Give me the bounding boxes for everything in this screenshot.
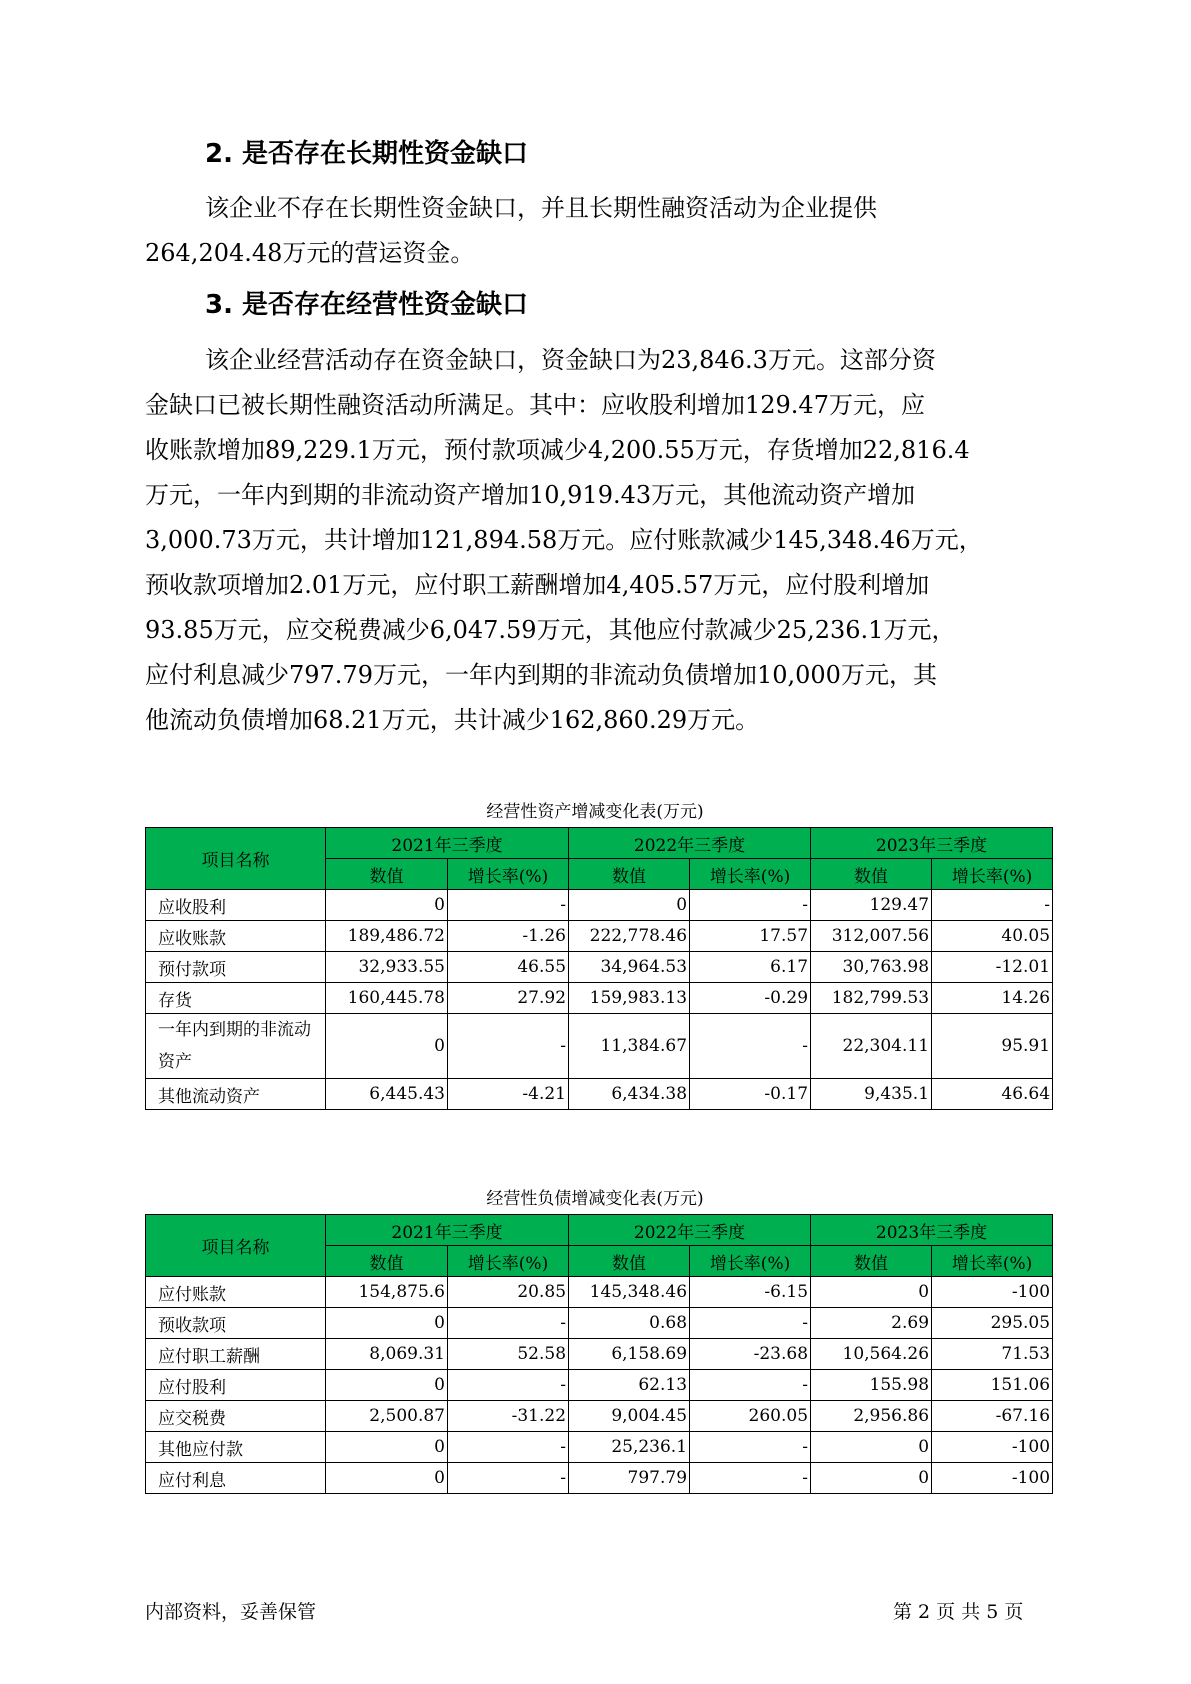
- header-period: 2022年三季度: [569, 1215, 811, 1246]
- cell-growth: -100: [932, 1432, 1053, 1463]
- row-name: 应收股利: [146, 890, 326, 921]
- table-row: [146, 952, 1053, 983]
- cell-growth: -: [448, 1014, 569, 1079]
- paragraph-line: 3,000.73万元，共计增加121,894.58万元。应付账款减少145,348.46万元，: [145, 526, 983, 554]
- cell-value: 8,069.31: [326, 1339, 448, 1370]
- cell-growth: 40.05: [932, 921, 1053, 952]
- section2-paragraph: [145, 186, 1045, 276]
- row-name: 预付款项: [146, 952, 326, 983]
- cell-growth: 151.06: [932, 1370, 1053, 1401]
- cell-value: 0: [326, 1308, 448, 1339]
- paragraph-line: 应付利息减少797.79万元，一年内到期的非流动负债增加10,000万元，其: [145, 661, 937, 689]
- cell-growth: -: [690, 1308, 811, 1339]
- cell-value: 0: [326, 890, 448, 921]
- paragraph-line: 万元，一年内到期的非流动资产增加10,919.43万元，其他流动资产增加: [145, 481, 916, 509]
- header-period: 2023年三季度: [811, 828, 1053, 859]
- header-period: 2021年三季度: [326, 1215, 569, 1246]
- cell-value: 11,384.67: [569, 1014, 690, 1079]
- cell-growth: 52.58: [448, 1339, 569, 1370]
- header-value: 数值: [811, 859, 932, 890]
- section3-heading: 3. 是否存在经营性资金缺口: [205, 290, 529, 320]
- cell-growth: -: [448, 1463, 569, 1494]
- cell-growth: -: [690, 1463, 811, 1494]
- cell-value: 30,763.98: [811, 952, 932, 983]
- header-growth: 增长率(%): [690, 1246, 811, 1277]
- header-item-name: 项目名称: [146, 1215, 326, 1277]
- cell-growth: 295.05: [932, 1308, 1053, 1339]
- paragraph-line: 他流动负债增加68.21万元，共计减少162,860.29万元。: [145, 706, 760, 734]
- cell-value: 189,486.72: [326, 921, 448, 952]
- table1-caption: 经营性资产增减变化表(万元): [486, 802, 704, 822]
- row-name: 应付股利: [146, 1370, 326, 1401]
- header-item-name: 项目名称: [146, 828, 326, 890]
- cell-growth: -: [690, 1370, 811, 1401]
- cell-growth: -12.01: [932, 952, 1053, 983]
- row-name: 应付职工薪酬: [146, 1339, 326, 1370]
- cell-growth: -23.68: [690, 1339, 811, 1370]
- header-period: 2023年三季度: [811, 1215, 1053, 1246]
- cell-growth: 46.55: [448, 952, 569, 983]
- cell-value: 6,158.69: [569, 1339, 690, 1370]
- cell-value: 154,875.6: [326, 1277, 448, 1308]
- header-growth: 增长率(%): [932, 1246, 1053, 1277]
- footer-confidential-note: 内部资料，妥善保管: [145, 1601, 317, 1623]
- cell-growth: 17.57: [690, 921, 811, 952]
- cell-value: 159,983.13: [569, 983, 690, 1014]
- table2-caption: 经营性负债增减变化表(万元): [486, 1189, 704, 1209]
- cell-value: 32,933.55: [326, 952, 448, 983]
- cell-value: 797.79: [569, 1463, 690, 1494]
- cell-value: 9,435.1: [811, 1079, 932, 1110]
- table-row: [146, 1079, 1053, 1110]
- cell-growth: 95.91: [932, 1014, 1053, 1079]
- cell-value: 0: [569, 890, 690, 921]
- table-row: [146, 1308, 1053, 1339]
- cell-value: 6,434.38: [569, 1079, 690, 1110]
- row-name: 存货: [146, 983, 326, 1014]
- table-row: [146, 1432, 1053, 1463]
- header-growth: 增长率(%): [932, 859, 1053, 890]
- footer-page-number: 第 2 页 共 5 页: [893, 1601, 1024, 1623]
- header-value: 数值: [326, 1246, 448, 1277]
- cell-value: 22,304.11: [811, 1014, 932, 1079]
- paragraph-line: 该企业经营活动存在资金缺口，资金缺口为23,846.3万元。这部分资: [205, 346, 936, 374]
- row-name: 应交税费: [146, 1401, 326, 1432]
- cell-growth: -: [690, 890, 811, 921]
- cell-growth: -: [448, 890, 569, 921]
- cell-value: 0: [811, 1277, 932, 1308]
- cell-growth: 20.85: [448, 1277, 569, 1308]
- row-name: 应付账款: [146, 1277, 326, 1308]
- cell-growth: -1.26: [448, 921, 569, 952]
- cell-growth: 260.05: [690, 1401, 811, 1432]
- cell-value: 2.69: [811, 1308, 932, 1339]
- paragraph-line: 金缺口已被长期性融资活动所满足。其中：应收股利增加129.47万元，应: [145, 391, 925, 419]
- paragraph-line: 预收款项增加2.01万元，应付职工薪酬增加4,405.57万元，应付股利增加: [145, 571, 930, 599]
- liability-change-table: [145, 1214, 1053, 1494]
- cell-value: 34,964.53: [569, 952, 690, 983]
- cell-growth: -: [690, 1432, 811, 1463]
- header-period: 2022年三季度: [569, 828, 811, 859]
- cell-value: 0: [811, 1463, 932, 1494]
- cell-value: 0: [326, 1463, 448, 1494]
- cell-growth: -: [448, 1308, 569, 1339]
- table-row: [146, 1401, 1053, 1432]
- header-value: 数值: [326, 859, 448, 890]
- cell-growth: -0.29: [690, 983, 811, 1014]
- cell-growth: -6.15: [690, 1277, 811, 1308]
- header-period: 2021年三季度: [326, 828, 569, 859]
- cell-value: 145,348.46: [569, 1277, 690, 1308]
- cell-value: 25,236.1: [569, 1432, 690, 1463]
- cell-value: 2,500.87: [326, 1401, 448, 1432]
- cell-growth: 6.17: [690, 952, 811, 983]
- table-row: [146, 1463, 1053, 1494]
- cell-growth: 14.26: [932, 983, 1053, 1014]
- cell-growth: 71.53: [932, 1339, 1053, 1370]
- header-growth: 增长率(%): [448, 1246, 569, 1277]
- cell-growth: -: [932, 890, 1053, 921]
- cell-value: 10,564.26: [811, 1339, 932, 1370]
- paragraph-line: 93.85万元，应交税费减少6,047.59万元，其他应付款减少25,236.1万元，: [145, 616, 956, 644]
- cell-growth: -: [448, 1432, 569, 1463]
- table-row: [146, 1277, 1053, 1308]
- cell-value: 2,956.86: [811, 1401, 932, 1432]
- header-value: 数值: [569, 859, 690, 890]
- cell-growth: 46.64: [932, 1079, 1053, 1110]
- cell-growth: -0.17: [690, 1079, 811, 1110]
- row-name: 一年内到期的非流动资产: [146, 1014, 326, 1079]
- cell-growth: -100: [932, 1277, 1053, 1308]
- header-growth: 增长率(%): [690, 859, 811, 890]
- row-name: 预收款项: [146, 1308, 326, 1339]
- paragraph-line: 264,204.48万元的营运资金。: [145, 239, 475, 267]
- cell-value: 129.47: [811, 890, 932, 921]
- row-name: 应收账款: [146, 921, 326, 952]
- cell-value: 0.68: [569, 1308, 690, 1339]
- section3-paragraph: [145, 338, 1045, 743]
- header-value: 数值: [811, 1246, 932, 1277]
- cell-growth: -31.22: [448, 1401, 569, 1432]
- table-row: [146, 1370, 1053, 1401]
- header-value: 数值: [569, 1246, 690, 1277]
- header-growth: 增长率(%): [448, 859, 569, 890]
- section2-heading: 2. 是否存在长期性资金缺口: [205, 139, 529, 169]
- cell-value: 62.13: [569, 1370, 690, 1401]
- table-row: [146, 1339, 1053, 1370]
- asset-change-table: [145, 827, 1053, 1110]
- row-name: 其他应付款: [146, 1432, 326, 1463]
- cell-growth: -100: [932, 1463, 1053, 1494]
- cell-value: 0: [326, 1014, 448, 1079]
- table-row: [146, 1014, 1053, 1079]
- cell-value: 222,778.46: [569, 921, 690, 952]
- row-name: 应付利息: [146, 1463, 326, 1494]
- cell-growth: -67.16: [932, 1401, 1053, 1432]
- cell-value: 6,445.43: [326, 1079, 448, 1110]
- cell-value: 160,445.78: [326, 983, 448, 1014]
- paragraph-line: 该企业不存在长期性资金缺口，并且长期性融资活动为企业提供: [205, 194, 877, 222]
- cell-value: 182,799.53: [811, 983, 932, 1014]
- cell-growth: -: [690, 1014, 811, 1079]
- cell-value: 0: [326, 1432, 448, 1463]
- cell-growth: 27.92: [448, 983, 569, 1014]
- table-row: [146, 983, 1053, 1014]
- cell-value: 155.98: [811, 1370, 932, 1401]
- table-row: [146, 921, 1053, 952]
- cell-value: 9,004.45: [569, 1401, 690, 1432]
- cell-growth: -4.21: [448, 1079, 569, 1110]
- cell-value: 0: [811, 1432, 932, 1463]
- paragraph-line: 收账款增加89,229.1万元，预付款项减少4,200.55万元，存货增加22,816.4: [145, 436, 970, 464]
- cell-value: 0: [326, 1370, 448, 1401]
- cell-value: 312,007.56: [811, 921, 932, 952]
- table-row: [146, 890, 1053, 921]
- cell-growth: -: [448, 1370, 569, 1401]
- row-name: 其他流动资产: [146, 1079, 326, 1110]
